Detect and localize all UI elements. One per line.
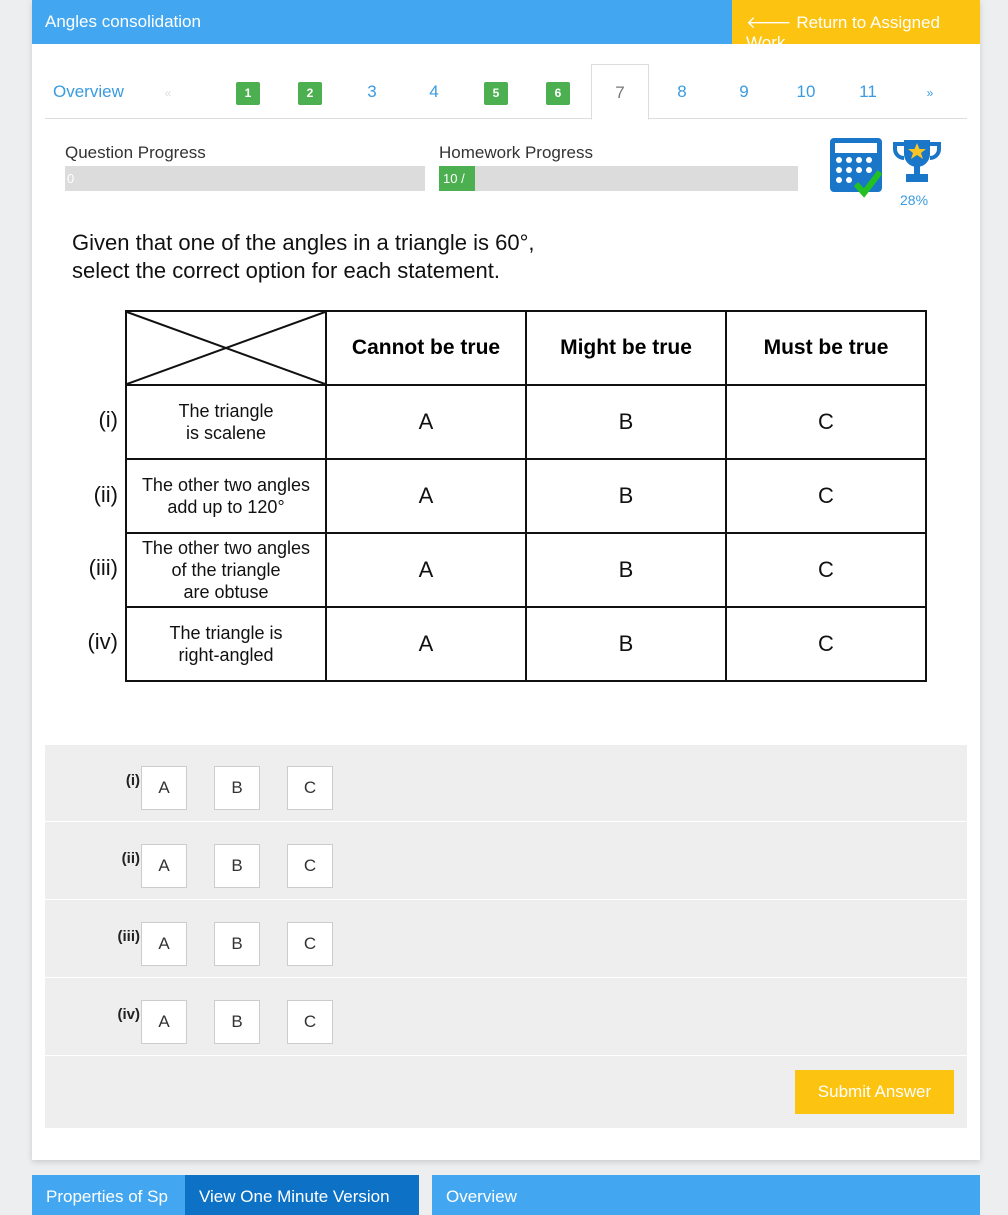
homework-progress-label: Homework Progress [439,143,593,162]
crossed-cell [126,311,326,385]
table-header-row [126,311,926,385]
option-button-b[interactable]: B [214,766,260,810]
return-button[interactable]: 🡐 Return to Assigned Work [732,0,980,44]
option-cell: C [726,459,926,533]
column-header: Must be true [726,311,926,385]
homework-progress-bar [439,166,798,191]
option-button-a[interactable]: A [141,844,187,888]
tab-question-9[interactable]: 9 [739,82,749,101]
option-button-b[interactable]: B [214,844,260,888]
option-cell: B [526,607,726,681]
statement-cell: The other two angles of the triangle are obtuse [126,533,326,607]
option-button-c[interactable]: C [287,1000,333,1044]
option-cell: A [326,607,526,681]
option-button-c[interactable]: C [287,844,333,888]
statement-table [125,310,927,682]
table-row [126,459,926,533]
trophy-percent: 28% [900,192,929,208]
tab-question-8[interactable]: 8 [677,82,687,101]
option-cell: A [326,385,526,459]
statement-cell: The other two angles add up to 120° [126,459,326,533]
table-row [126,533,926,607]
tab-prev[interactable]: « [164,86,172,100]
option-cell: C [726,385,926,459]
answer-row-label: (iii) [117,928,140,945]
tab-question-10[interactable]: 10 [796,82,816,101]
option-cell: A [326,459,526,533]
page-title: Angles consolidation [45,12,201,31]
bottom-panel-left: Properties of Sp View One Minute Version [32,1175,419,1215]
row-number: (i) [98,407,118,432]
header [32,0,980,52]
submit-answer-button[interactable]: Submit Answer [795,1070,954,1114]
homework-card [32,0,980,1160]
option-button-a[interactable]: A [141,922,187,966]
question-progress-bar: 0 [65,166,425,191]
question-tabs [45,64,967,119]
row-number: (iii) [88,555,118,580]
table-row [126,607,926,681]
option-button-a[interactable]: A [141,1000,187,1044]
option-button-c[interactable]: C [287,922,333,966]
row-number: (iv) [87,629,118,654]
view-one-minute-button[interactable]: View One Minute Version [185,1175,419,1215]
tab-next[interactable]: » [926,86,934,100]
tab-question-4[interactable]: 4 [429,82,439,101]
trophy-icon[interactable] [892,138,942,186]
question-progress-label: Question Progress [65,143,206,162]
tab-question-7[interactable]: 7 [591,64,649,120]
tab-question-2[interactable]: 2 [281,64,339,119]
row-number: (ii) [93,482,118,507]
answer-row-label: (ii) [121,850,140,867]
question-text: Given that one of the angles in a triangle is 60°, select the correct option for each statement. [72,230,535,283]
option-cell: B [526,533,726,607]
answer-row [45,745,967,822]
option-button-b[interactable]: B [214,922,260,966]
option-cell: C [726,533,926,607]
statement-cell: The triangle is right-angled [126,607,326,681]
option-button-b[interactable]: B [214,1000,260,1044]
option-cell: B [526,459,726,533]
option-cell: A [326,533,526,607]
option-button-c[interactable]: C [287,766,333,810]
calculator-icon[interactable] [830,138,890,198]
answer-row [45,823,967,900]
answer-row [45,901,967,978]
tab-question-11[interactable]: 11 [859,82,877,101]
tab-question-5[interactable]: 5 [467,64,525,119]
answer-area [45,745,967,1128]
option-cell: B [526,385,726,459]
tab-overview[interactable]: Overview [53,82,124,101]
statement-cell: The triangle is scalene [126,385,326,459]
tab-question-3[interactable]: 3 [367,82,377,101]
homework-progress-fill: 10 / [439,166,475,191]
option-cell: C [726,607,926,681]
answer-row-label: (iv) [117,1006,140,1023]
bottom-panel-right: Overview [432,1175,980,1215]
answer-row-label: (i) [125,772,140,789]
arrow-left-icon: 🡐 [746,13,797,32]
tab-question-6[interactable]: 6 [529,64,587,119]
tab-question-1[interactable]: 1 [219,64,277,119]
option-button-a[interactable]: A [141,766,187,810]
table-row [126,385,926,459]
column-header: Might be true [526,311,726,385]
answer-row [45,979,967,1056]
column-header: Cannot be true [326,311,526,385]
